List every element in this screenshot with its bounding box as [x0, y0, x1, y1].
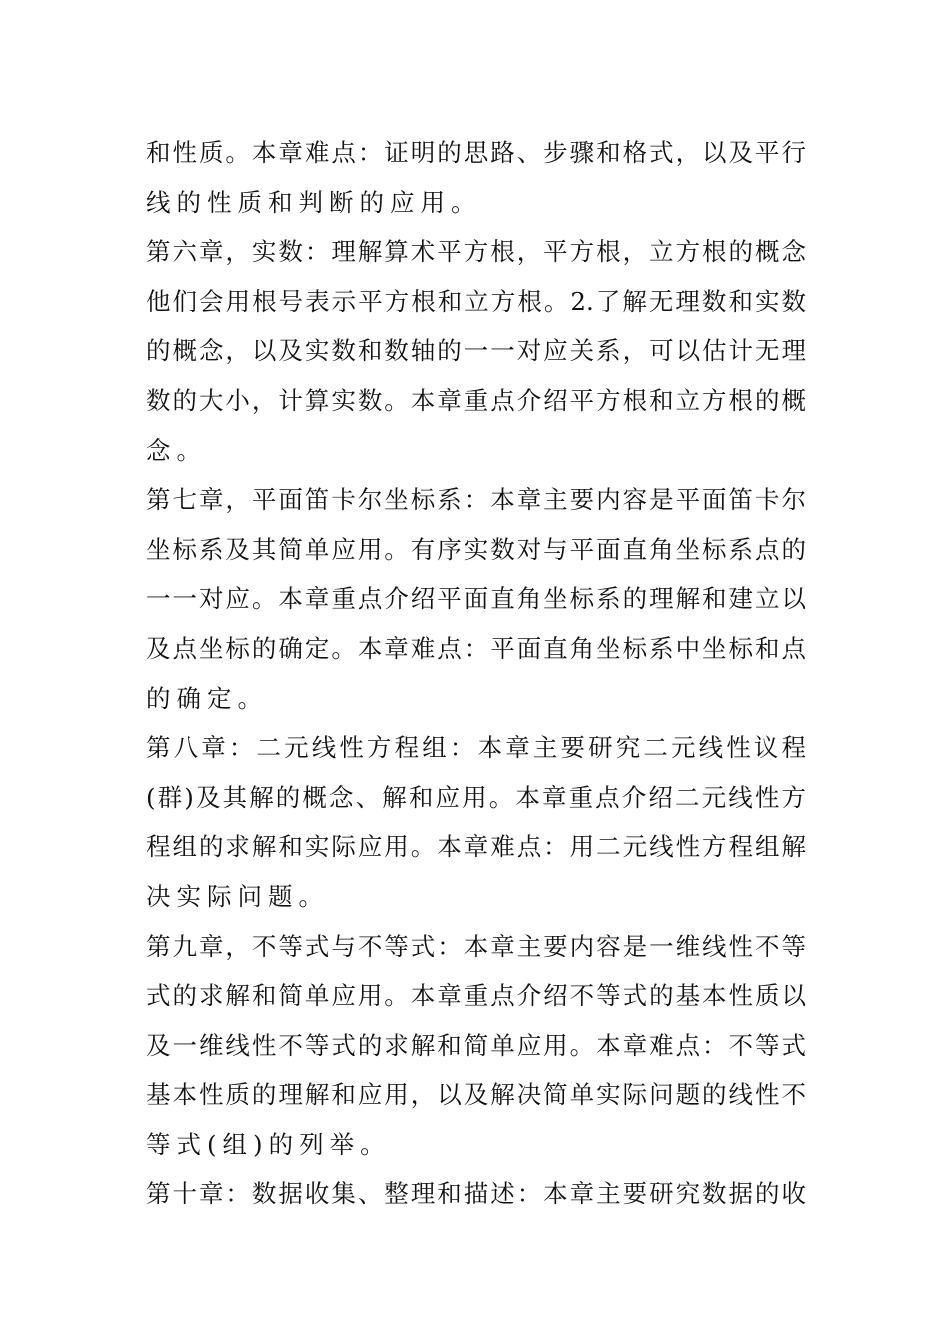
text-line: 数的大小，计算实数。本章重点介绍平方根和立方根的概	[146, 385, 806, 415]
paragraph-chapter-7	[146, 475, 806, 723]
text-line: 第九章，不等式与不等式：本章主要内容是一维线性不等	[146, 931, 806, 961]
text-line: 式的求解和简单应用。本章重点介绍不等式的基本性质以	[146, 981, 806, 1011]
text-line: 的确定。	[146, 683, 268, 713]
text-line: 基本性质的理解和应用，以及解决简单实际问题的线性不	[146, 1080, 806, 1110]
text-line: 念。	[146, 435, 207, 465]
text-line: 线的性质和判断的应用。	[146, 187, 482, 217]
text-line: 及一维线性不等式的求解和简单应用。本章难点：不等式	[146, 1030, 806, 1060]
text-line: 第七章，平面笛卡尔坐标系：本章主要内容是平面笛卡尔	[146, 485, 806, 515]
text-line: 他们会用根号表示平方根和立方根。2.了解无理数和实数	[146, 286, 806, 316]
text-line: 和性质。本章难点：证明的思路、步骤和格式，以及平行	[146, 138, 806, 167]
text-line: 坐标系及其简单应用。有序实数对与平面直角坐标系点的	[146, 534, 806, 564]
text-line: 第八章：二元线性方程组：本章主要研究二元线性议程	[146, 733, 806, 763]
paragraph-chapter-9	[146, 922, 806, 1170]
document-body	[146, 128, 806, 1219]
text-line: 一一对应。本章重点介绍平面直角坐标系的理解和建立以	[146, 584, 806, 614]
paragraph-chapter-6	[146, 227, 806, 475]
paragraph-chapter-8	[146, 723, 806, 921]
text-line: (群)及其解的概念、解和应用。本章重点介绍二元线性方	[146, 782, 806, 812]
text-line: 及点坐标的确定。本章难点：平面直角坐标系中坐标和点	[146, 633, 806, 663]
text-line: 决实际问题。	[146, 881, 329, 911]
text-line: 程组的求解和实际应用。本章难点：用二元线性方程组解	[146, 832, 806, 862]
paragraph-continued-chapter-5	[146, 128, 806, 227]
paragraph-chapter-10	[146, 1169, 806, 1219]
text-line: 第十章：数据收集、整理和描述：本章主要研究数据的收	[146, 1179, 806, 1209]
text-line: 第六章，实数：理解算术平方根，平方根，立方根的概念	[146, 237, 806, 267]
text-line: 等式(组)的列举。	[146, 1129, 391, 1159]
text-line: 的概念，以及实数和数轴的一一对应关系，可以估计无理	[146, 336, 806, 366]
